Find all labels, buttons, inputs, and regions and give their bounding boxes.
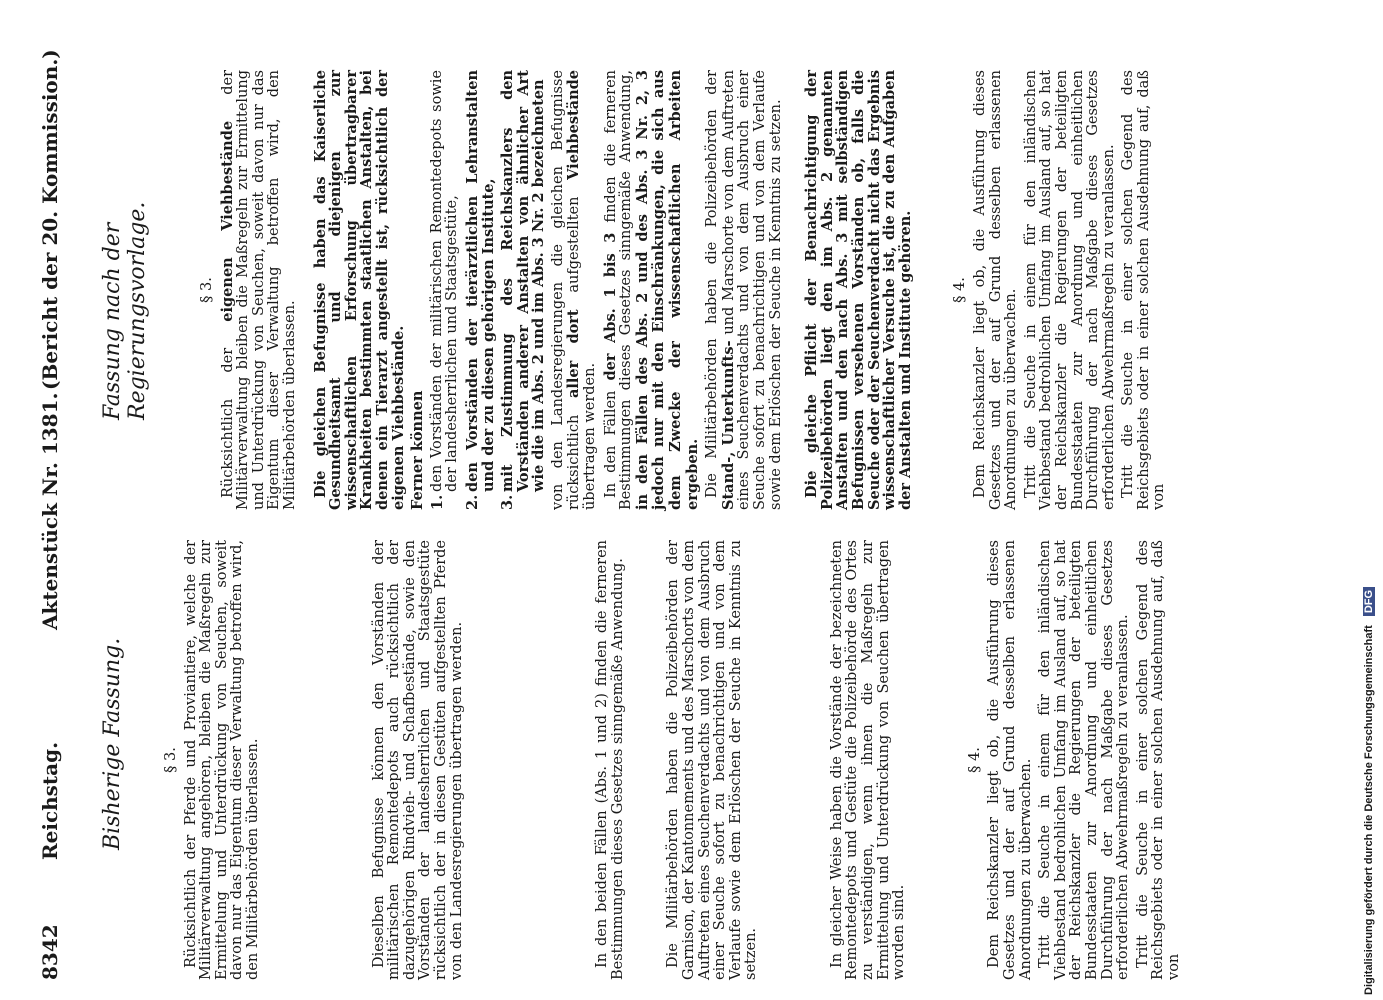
paragraph: Die Militärbehörden haben die Polizeibehörden der Garnison, der Kantonnements und des Marschorts von dem Auftreten eines Seuchenverdachts und von dem Ausbruch einer Seuche sofort zu benachrichtigen und von dem Verlaufe sowie dem Erlöschen der Seuche in Kenntnis zu setzen.	[665, 540, 760, 980]
bold-text-run: Viehbestände	[565, 70, 583, 180]
bold-text-run: der Abs. 1 bis 3	[601, 232, 619, 381]
paragraph: In den beiden Fällen (Abs. 1 und 2) finden die ferneren Bestimmungen dieses Gesetzes sinngemäße Anwendung.	[594, 540, 626, 980]
right-column-title: Fassung nach der Regierungsvorlage.	[100, 201, 150, 420]
page-number: 8342	[38, 924, 62, 980]
list-number: 1.	[428, 494, 446, 510]
section-heading: § 3.	[199, 277, 215, 303]
paragraph: Dieselben Befugnisse können den Vorständen der militärischen Remontedepots auch rücksichtlich der dazugehörigen Rindvieh- und Schafbestände, sowie den Vorständen der landesherrlichen und Staatsgestüte rücksichtlich der in diesen Gestüten aufgestellten Pferde von den Landesregierungen übertragen werden.	[370, 540, 465, 980]
credit-text: Digitalisierung gefördert durch die Deutsche Forschungsgemeinschaft	[1363, 625, 1375, 995]
left-column-title: Bisherige Fassung.	[100, 637, 125, 850]
section-heading: § 3.	[163, 747, 179, 773]
text-run: von den Landesregierungen die gleichen Befugnisse rücksichtlich	[549, 70, 583, 510]
text-run: Rücksichtlich der	[219, 347, 236, 498]
bold-text-run: aller dort	[565, 309, 583, 398]
paragraph	[220, 70, 299, 510]
list-item	[430, 70, 461, 510]
section-heading: § 4.	[952, 277, 969, 303]
paragraph	[603, 70, 702, 510]
text-run: In den Fällen	[602, 390, 619, 498]
list-number: 2.	[463, 494, 481, 510]
digitization-credit	[1363, 587, 1375, 995]
page-header	[30, 20, 70, 980]
header-middle: Aktenstück Nr. 1381.	[38, 392, 62, 630]
text-run: und Marschorte von dem Auftreten eines Seuchenverdachts und von dem Ausbruch einer Seuche sofort zu benachrichtigen und von dem Verlaufe sowie dem Erlöschen der Seuche in Kenntnis zu setzen.	[720, 70, 784, 510]
document-page	[30, 20, 1340, 980]
paragraph: Tritt die Seuche in einem für den inländischen Viehbestand bedrohlichen Umfang im Ausland auf, so hat der Reichskanzler die Regierungen der beteiligten Bundesstaaten zur Anordnung und einheitlichen Durchführung der nach Maßgabe dieses Gesetzes erforderlichen Abwehrmaßregeln zu veranlassen.	[1022, 70, 1117, 510]
list-number: 3.	[499, 494, 517, 510]
paragraph: Die gleichen Befugnisse haben das Kaiserliche Gesundheitsamt und diejenigen zur wissenschaftlichen Erforschung übertragbarer Krankheiten bestimmten staatlichen Anstalten, bei denen ein Tierarzt angestellt ist, rücksichtlich der eigenen Viehbestände.	[311, 70, 407, 510]
paragraph: Tritt die Seuche in einem für den inländischen Viehbestand bedrohlichen Umfang im Ausland auf, so hat der Reichskanzler die Regierungen der beteiligten Bundesstaaten zur Anordnung und einheitlichen Durchführung der nach Maßgabe dieses Gesetzes erforderlichen Abwehrmaßregeln zu veranlassen.	[1037, 540, 1132, 980]
header-right: (Bericht der 20. Kommission.)	[38, 49, 62, 390]
dfg-logo: DFG	[1363, 587, 1375, 616]
section-heading: § 4.	[966, 747, 983, 773]
paragraph: Die gleiche Pflicht der Benachrichtigung der Polizeibehörden liegt den im Abs. 2 genannten Anstalten und den nach Abs. 3 mit selbständigen Befugnissen versehenen Vorständen ob, falls die Seuche oder der Seuchenverdacht nicht das Ergebnis wissenschaftlicher Versuche ist, die zu den Aufgaben der Anstalten und Institute gehören.	[803, 70, 914, 510]
paragraph	[551, 70, 599, 510]
bold-text-run: eigenen Viehbestände	[218, 120, 236, 322]
text-run: finden die ferneren Bestimmungen dieses Gesetzes sinngemäße Anwendung,	[602, 70, 635, 510]
header-left: Reichstag.	[38, 741, 62, 860]
paragraph: Rücksichtlich der Pferde und Proviantiere, welche der Militärverwaltung angehören, bleiben die Maßregeln zur Ermittelung und Unterdrückung von Seuchen, soweit davon nur das Eigentum dieser Verwaltung betroffen wird, den Militärbehörden überlassen.	[182, 540, 261, 980]
ferner-label: Ferner können	[409, 390, 427, 510]
paragraph: Tritt die Seuche in einer solchen Gegend des Reichsgebiets oder in einer solchen Ausdehnung auf, daß von	[1120, 70, 1168, 510]
list-item	[465, 70, 496, 510]
paragraph: Tritt die Seuche in einer solchen Gegend des Reichsgebiets oder in einer solchen Ausdehnung auf, daß von	[1134, 540, 1182, 980]
text-run: Die Militärbehörden haben die Polizeibehörden der	[704, 70, 721, 498]
paragraph: In gleicher Weise haben die Vorstände der bezeichneten Remontedepots und Gestüte die Polizeibehörde des Ortes zu verständigen, wenn ihnen die Maßregeln zur Ermittelung und Unterdrückung von Seuchen übertragen worden sind.	[828, 540, 908, 980]
bold-text-run: Stand-, Unterkunfts-	[719, 340, 737, 510]
list-text: den Vorständen der tierärztlichen Lehranstalten und der zu diesen gehörigen Institute,	[463, 70, 497, 492]
text-run: aufgestellten	[566, 196, 583, 293]
list-text: den Vorständen der militärischen Remontedepots sowie der landesherrlichen und Staatsgestüte,	[428, 70, 461, 492]
text-run: übertragen werden.	[582, 362, 599, 510]
paragraph: Dem Reichskanzler liegt ob, die Ausführung dieses Gesetzes und der auf Grund desselben erlassenen Anordnungen zu überwachen.	[986, 540, 1034, 980]
right-column	[160, 70, 1172, 510]
paragraph	[705, 70, 784, 510]
text-run: der Militärverwaltung bleiben die Maßregeln zur Ermittelung und Unterdrückung von Seuchen, soweit davon nur das Eigentum dieser Verwaltung betroffen wird, den Militärbehörden überlassen.	[219, 70, 298, 510]
bold-text-run: in den Fällen des Abs. 2 und des Abs. 3 Nr. 2, 3 jedoch nur mit den Einschränkungen, die sich aus dem Zwecke der wissenschaftlichen Arbeiten ergeben.	[633, 70, 701, 510]
list-item	[500, 70, 547, 510]
list-text: mit Zustimmung des Reichskanzlers den Vorständen anderer Anstalten von ähnlicher Art wie die im Abs. 2 und im Abs. 3 Nr. 2 bezeichneten	[499, 70, 548, 492]
left-column	[160, 540, 1187, 980]
paragraph: Dem Reichskanzler liegt ob, die Ausführung dieses Gesetzes und der auf Grund desselben erlassenen Anordnungen zu überwachen.	[971, 70, 1020, 510]
